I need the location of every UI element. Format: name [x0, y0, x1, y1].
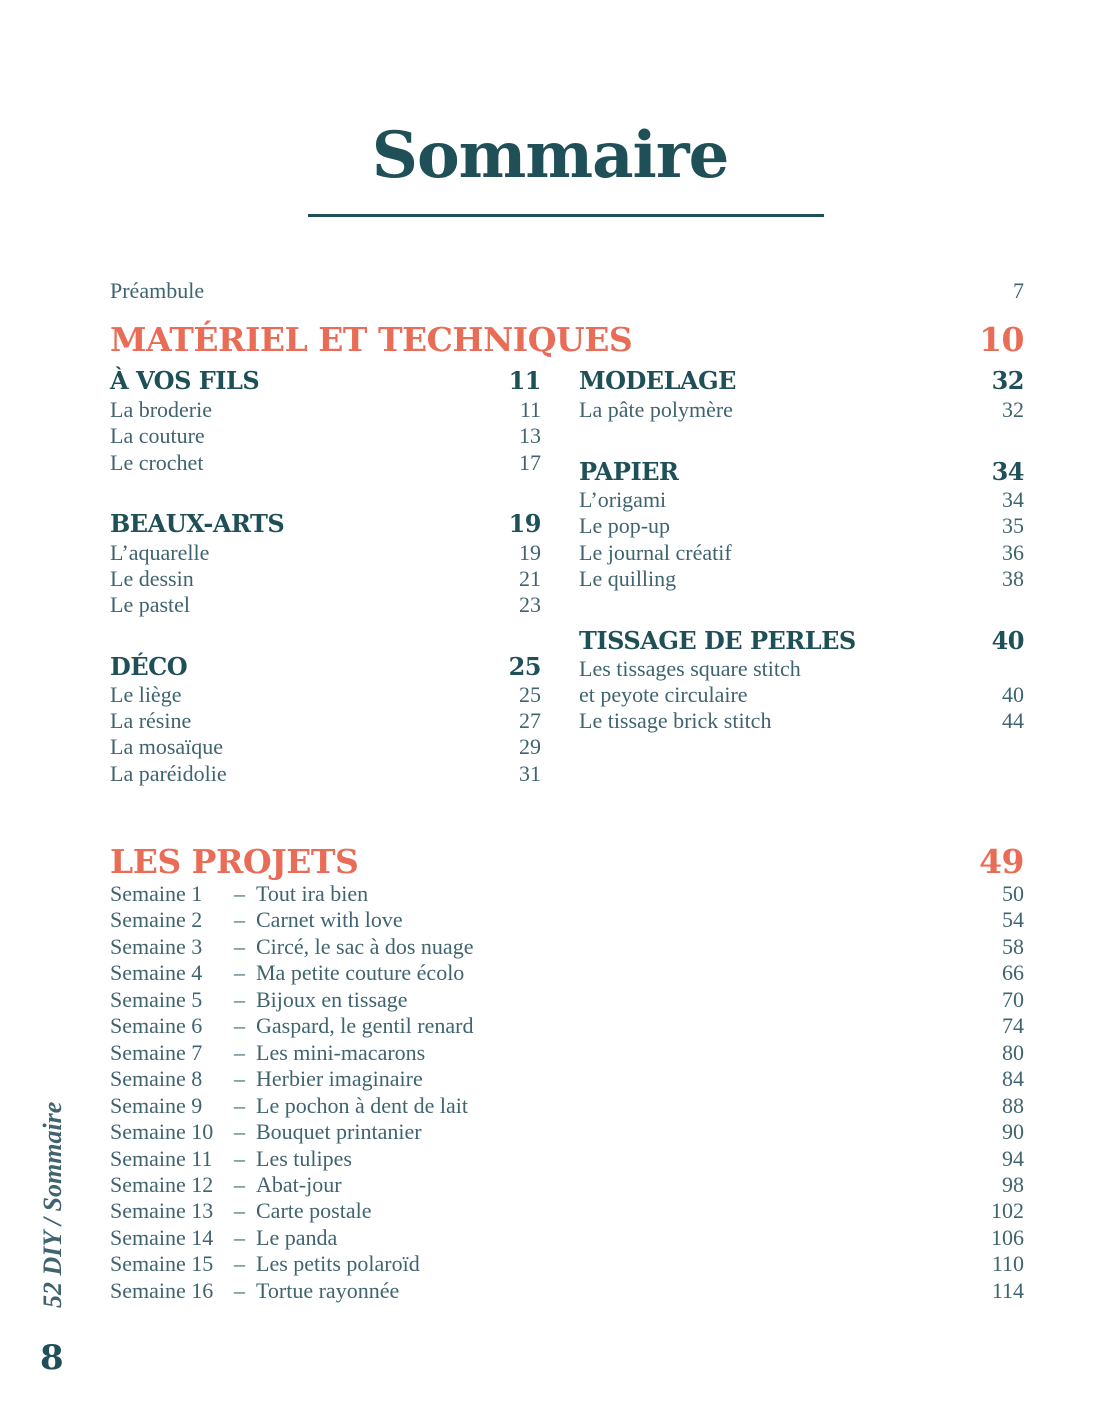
project-entry[interactable]: [110, 1251, 1024, 1277]
project-week: Semaine 1: [110, 881, 203, 906]
project-entry[interactable]: [110, 960, 1024, 986]
project-page: 80: [1002, 1040, 1024, 1065]
project-week: Semaine 11: [110, 1146, 213, 1171]
project-title: Tortue rayonnée: [256, 1278, 400, 1303]
toc-page: 7: [1013, 278, 1024, 303]
dash-separator: –: [234, 987, 245, 1012]
toc-entry[interactable]: [110, 450, 541, 476]
project-title: Carnet with love: [256, 907, 403, 932]
project-entry[interactable]: [110, 1093, 1024, 1119]
project-page: 66: [1002, 960, 1024, 985]
subsection-page: 11: [508, 366, 541, 395]
project-week: Semaine 3: [110, 934, 203, 959]
project-page: 74: [1002, 1013, 1024, 1038]
subsection-title: À VOS FILS: [110, 366, 260, 395]
subsection-page: 40: [991, 626, 1024, 655]
subsection-heading-deco[interactable]: [110, 652, 541, 681]
toc-page: 31: [519, 761, 541, 786]
project-entry[interactable]: [110, 1225, 1024, 1251]
toc-entry[interactable]: [579, 513, 1024, 539]
section-heading-materiel[interactable]: [110, 320, 1024, 359]
toc-label: Le quilling: [579, 566, 677, 591]
dash-separator: –: [234, 1093, 245, 1118]
page-number: 8: [40, 1338, 64, 1378]
project-page: 94: [1002, 1146, 1024, 1171]
project-week: Semaine 5: [110, 987, 203, 1012]
project-week: Semaine 12: [110, 1172, 214, 1197]
section-title: MATÉRIEL ET TECHNIQUES: [110, 320, 633, 359]
dash-separator: –: [234, 1119, 245, 1144]
toc-entry[interactable]: [579, 487, 1024, 513]
toc-entry[interactable]: [579, 682, 1024, 708]
toc-label: et peyote circulaire: [579, 682, 748, 707]
subsection-heading-tissage-perles[interactable]: [579, 626, 1024, 655]
toc-page: 35: [1002, 513, 1024, 538]
project-week: Semaine 9: [110, 1093, 203, 1118]
toc-page: 44: [1002, 708, 1024, 733]
project-week: Semaine 7: [110, 1040, 203, 1065]
project-entry[interactable]: [110, 1040, 1024, 1066]
project-page: 98: [1002, 1172, 1024, 1197]
toc-page: 11: [519, 397, 541, 422]
subsection-title: TISSAGE DE PERLES: [579, 626, 856, 655]
dash-separator: –: [234, 881, 245, 906]
toc-page: 21: [519, 566, 541, 591]
project-entry[interactable]: [110, 1278, 1024, 1304]
toc-entry[interactable]: [110, 708, 541, 734]
project-entry[interactable]: [110, 1198, 1024, 1224]
toc-label: La résine: [110, 708, 192, 733]
project-page: 50: [1002, 881, 1024, 906]
subsection-heading-modelage[interactable]: [579, 366, 1024, 395]
toc-entry[interactable]: [110, 761, 541, 787]
toc-entry[interactable]: [110, 682, 541, 708]
toc-entry[interactable]: [579, 397, 1024, 423]
toc-label: Le pop-up: [579, 513, 671, 538]
project-title: Gaspard, le gentil renard: [256, 1013, 474, 1038]
toc-entry[interactable]: [110, 592, 541, 618]
project-entry[interactable]: [110, 1119, 1024, 1145]
section-title: LES PROJETS: [110, 842, 359, 881]
dash-separator: –: [234, 1066, 245, 1091]
section-page: 10: [979, 320, 1024, 359]
toc-label: La couture: [110, 423, 205, 448]
subsection-page: 19: [508, 509, 541, 538]
dash-separator: –: [234, 1040, 245, 1065]
toc-label: Préambule: [110, 278, 205, 303]
project-page: 90: [1002, 1119, 1024, 1144]
project-week: Semaine 2: [110, 907, 203, 932]
project-title: Le panda: [256, 1225, 338, 1250]
project-entry[interactable]: [110, 881, 1024, 907]
toc-page: 34: [1002, 487, 1024, 512]
toc-page: 38: [1002, 566, 1024, 591]
project-title: Les tulipes: [256, 1146, 352, 1171]
dash-separator: –: [234, 907, 245, 932]
subsection-heading-vos-fils[interactable]: [110, 366, 541, 395]
toc-entry[interactable]: [110, 734, 541, 760]
project-title: Abat-jour: [256, 1172, 342, 1197]
toc-page: 32: [1002, 397, 1024, 422]
project-title: Ma petite couture écolo: [256, 960, 465, 985]
dash-separator: –: [234, 960, 245, 985]
project-page: 110: [991, 1251, 1024, 1276]
toc-page: 40: [1002, 682, 1024, 707]
project-entry[interactable]: [110, 1066, 1024, 1092]
project-title: Les petits polaroïd: [256, 1251, 420, 1276]
project-entry[interactable]: [110, 1172, 1024, 1198]
project-entry[interactable]: [110, 987, 1024, 1013]
toc-entry[interactable]: [579, 708, 1024, 734]
project-title: Les mini-macarons: [256, 1040, 426, 1065]
subsection-title: PAPIER: [579, 457, 679, 486]
toc-page: 17: [519, 450, 541, 475]
toc-page: 19: [519, 540, 541, 565]
project-page: 58: [1002, 934, 1024, 959]
project-week: Semaine 4: [110, 960, 203, 985]
toc-entry[interactable]: [579, 540, 1024, 566]
subsection-page: 34: [991, 457, 1024, 486]
toc-label: Les tissages square stitch: [579, 656, 801, 681]
title-underline: [308, 214, 824, 217]
project-page: 102: [991, 1198, 1024, 1223]
dash-separator: –: [234, 1278, 245, 1303]
toc-entry[interactable]: [110, 423, 541, 449]
project-entry[interactable]: [110, 1013, 1024, 1039]
toc-label: La paréidolie: [110, 761, 227, 786]
project-page: 84: [1002, 1066, 1024, 1091]
toc-label: Le liège: [110, 682, 182, 707]
dash-separator: –: [234, 1146, 245, 1171]
section-heading-projets[interactable]: [110, 842, 1024, 881]
project-week: Semaine 14: [110, 1225, 214, 1250]
toc-entry[interactable]: [110, 397, 541, 423]
project-page: 70: [1002, 987, 1024, 1012]
subsection-title: BEAUX-ARTS: [110, 509, 285, 538]
toc-label: La pâte polymère: [579, 397, 733, 422]
subsection-heading-beaux-arts[interactable]: [110, 509, 541, 538]
toc-page: 29: [519, 734, 541, 759]
toc-page: 23: [519, 592, 541, 617]
toc-entry[interactable]: [579, 656, 1024, 682]
section-page: 49: [979, 842, 1024, 881]
project-week: Semaine 10: [110, 1119, 214, 1144]
toc-entry[interactable]: [579, 566, 1024, 592]
dash-separator: –: [234, 1198, 245, 1223]
toc-page: 13: [519, 423, 541, 448]
toc-page: 25: [519, 682, 541, 707]
subsection-page: 32: [991, 366, 1024, 395]
dash-separator: –: [234, 934, 245, 959]
running-header: 52 DIY / Sommaire: [38, 1101, 67, 1308]
project-week: Semaine 13: [110, 1198, 214, 1223]
toc-label: Le dessin: [110, 566, 194, 591]
project-title: Bijoux en tissage: [256, 987, 408, 1012]
project-week: Semaine 6: [110, 1013, 203, 1038]
project-week: Semaine 16: [110, 1278, 214, 1303]
toc-label: Le journal créatif: [579, 540, 732, 565]
project-entry[interactable]: [110, 907, 1024, 933]
project-page: 88: [1002, 1093, 1024, 1118]
project-title: Carte postale: [256, 1198, 372, 1223]
subsection-title: DÉCO: [110, 652, 188, 681]
project-title: Bouquet printanier: [256, 1119, 422, 1144]
dash-separator: –: [234, 1225, 245, 1250]
project-page: 106: [991, 1225, 1024, 1250]
project-title: Tout ira bien: [256, 881, 369, 906]
project-title: Circé, le sac à dos nuage: [256, 934, 474, 959]
dash-separator: –: [234, 1013, 245, 1038]
dash-separator: –: [234, 1251, 245, 1276]
project-entry[interactable]: [110, 934, 1024, 960]
toc-label: Le tissage brick stitch: [579, 708, 772, 733]
toc-label: La broderie: [110, 397, 212, 422]
toc-entry-preambule[interactable]: [110, 278, 1024, 304]
toc-label: Le crochet: [110, 450, 204, 475]
subsection-title: MODELAGE: [579, 366, 736, 395]
subsection-heading-papier[interactable]: [579, 457, 1024, 486]
toc-page: 27: [519, 708, 541, 733]
project-page: 54: [1002, 907, 1024, 932]
project-entry[interactable]: [110, 1146, 1024, 1172]
page-title: Sommaire: [371, 118, 729, 193]
project-week: Semaine 8: [110, 1066, 203, 1091]
toc-entry[interactable]: [110, 540, 541, 566]
project-title: Le pochon à dent de lait: [256, 1093, 468, 1118]
toc-page: 36: [1002, 540, 1024, 565]
toc-label: La mosaïque: [110, 734, 224, 759]
toc-entry[interactable]: [110, 566, 541, 592]
project-title: Herbier imaginaire: [256, 1066, 423, 1091]
toc-label: L’aquarelle: [110, 540, 210, 565]
dash-separator: –: [234, 1172, 245, 1197]
toc-label: L’origami: [579, 487, 667, 512]
toc-label: Le pastel: [110, 592, 191, 617]
project-page: 114: [991, 1278, 1024, 1303]
subsection-page: 25: [508, 652, 541, 681]
project-week: Semaine 15: [110, 1251, 214, 1276]
